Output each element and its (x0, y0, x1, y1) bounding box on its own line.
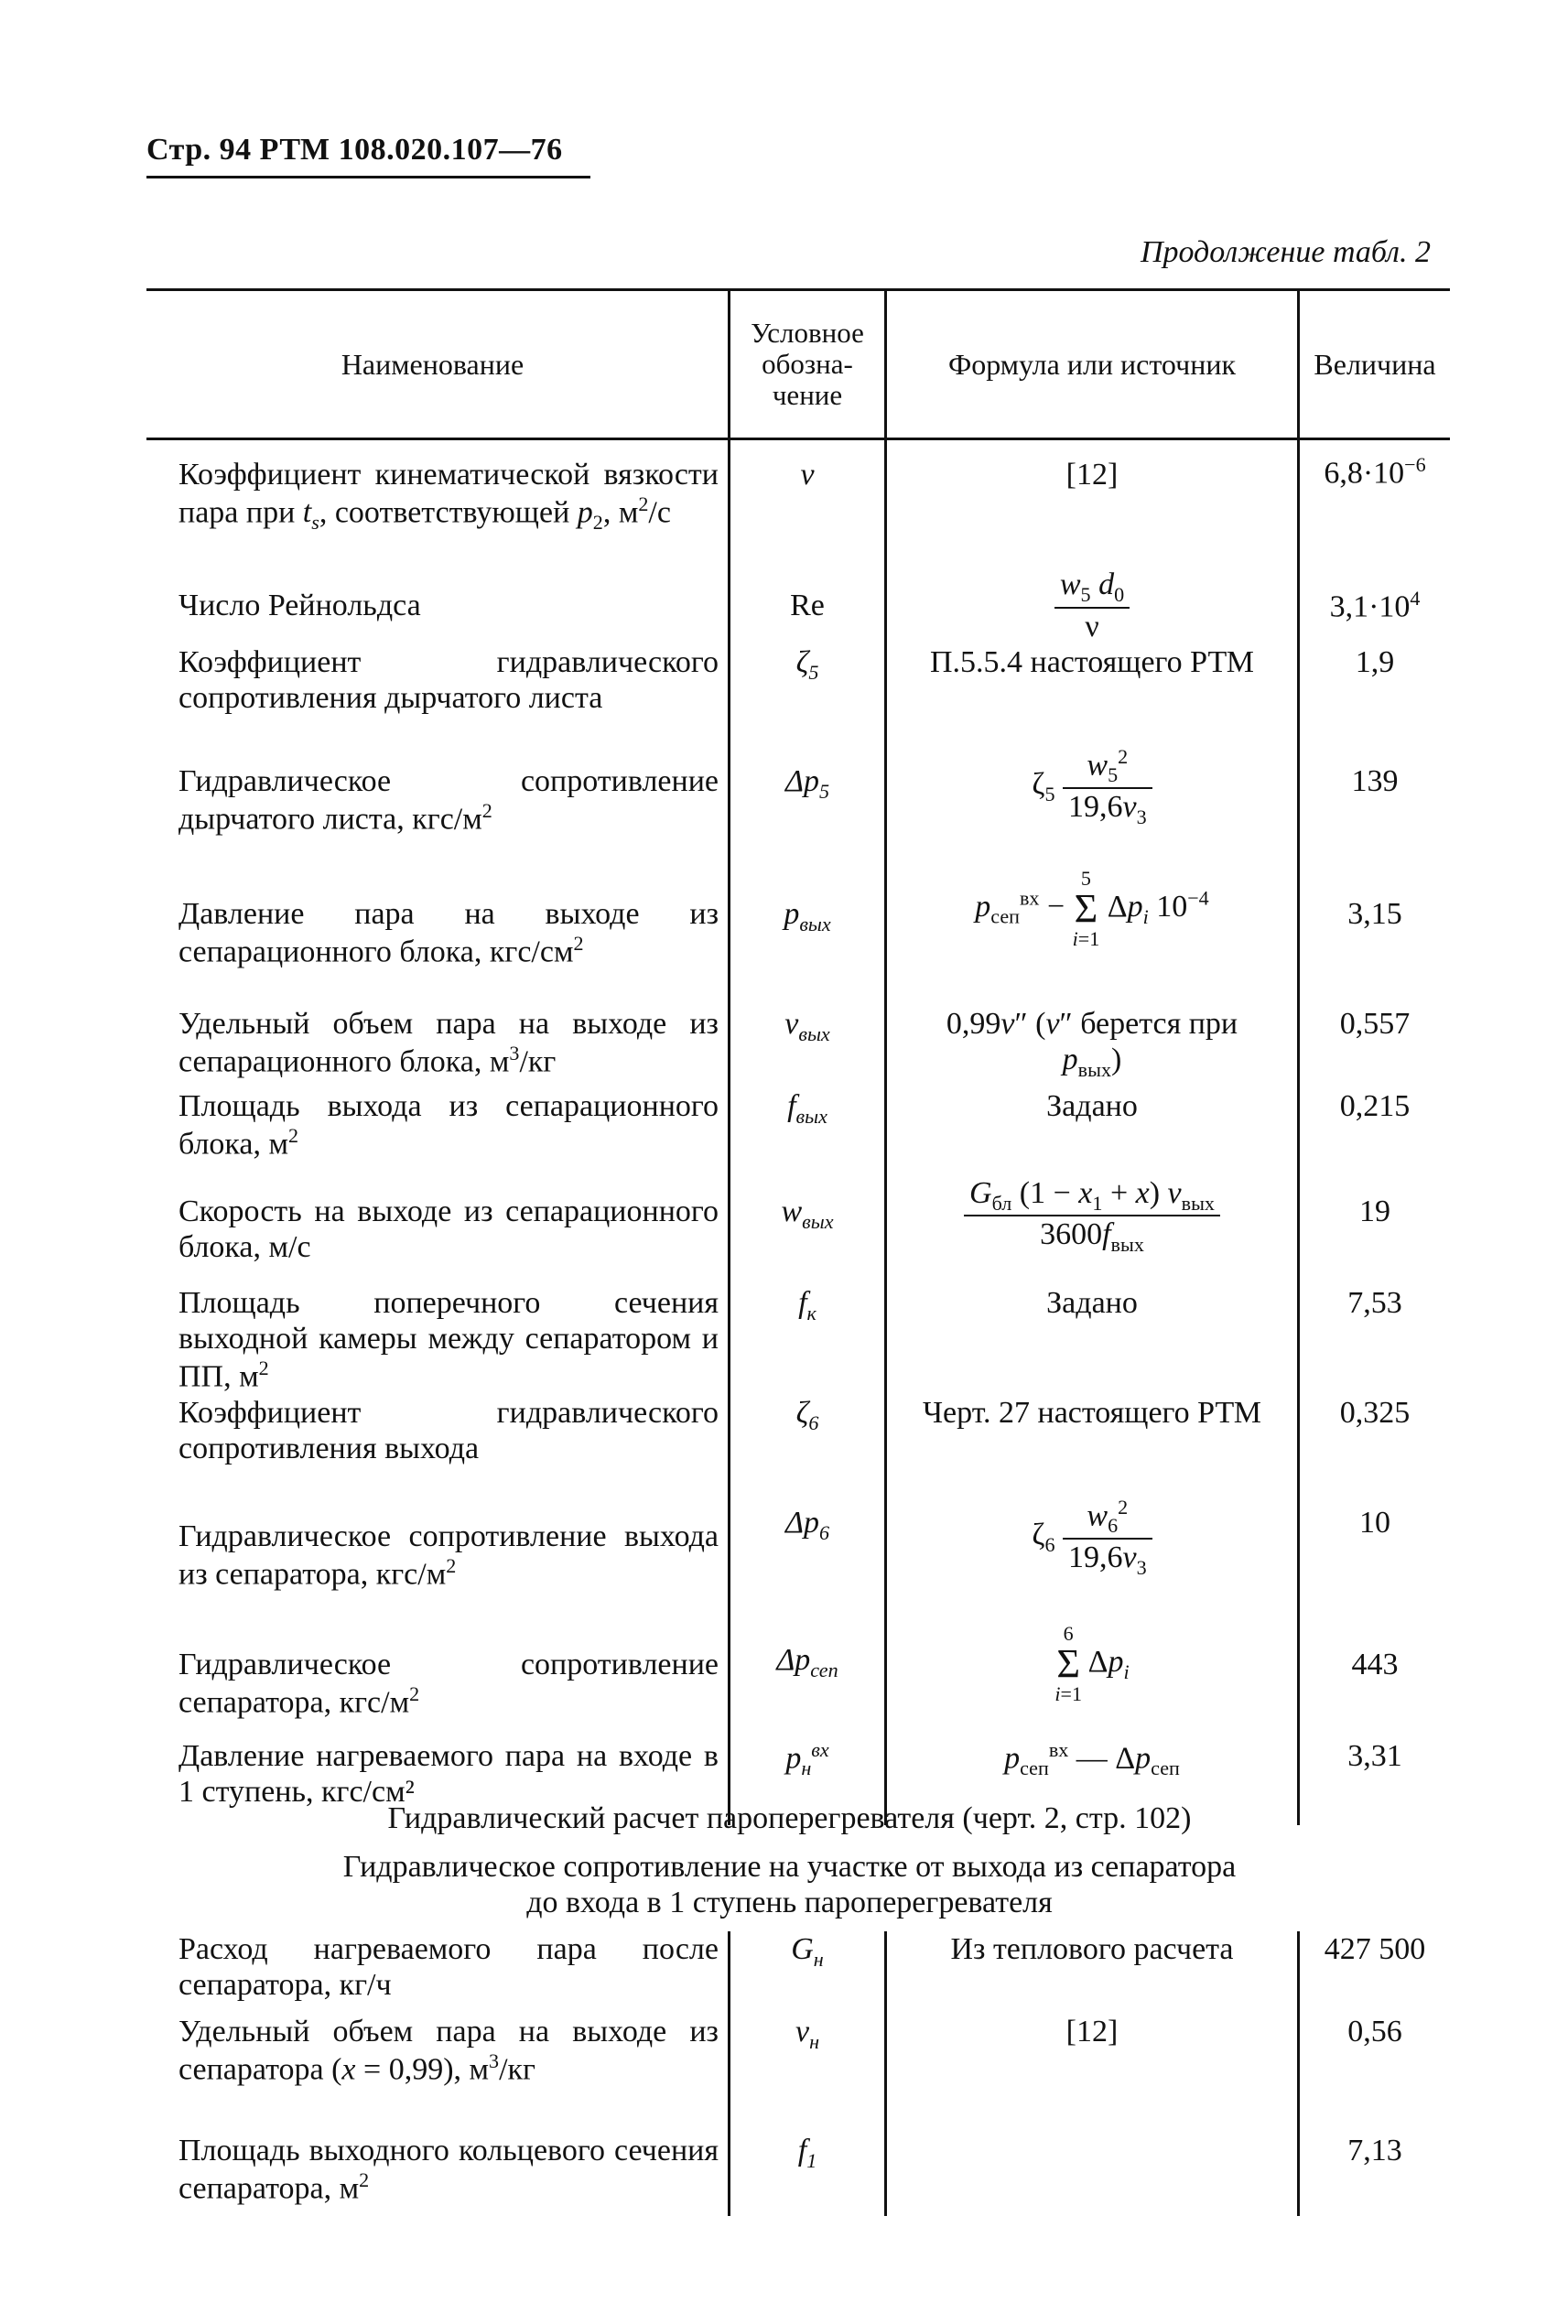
col-header-value: Величина (1299, 290, 1451, 439)
row-value: 3,31 (1299, 1738, 1451, 1825)
row-symbol: $\Delta p_{сеп}$ (730, 1624, 886, 1738)
row-value: 1,9 (1299, 644, 1451, 745)
row-value: 0,557 (1299, 1006, 1451, 1088)
row-formula (886, 2133, 1299, 2216)
row-symbol: $p_н^{вх}$ (730, 1738, 886, 1825)
section-title: Гидравлический расчет пароперегревателя (черт. 2, стр. 102) (387, 1801, 1192, 1835)
row-value: 7,13 (1299, 2133, 1451, 2216)
page-header: Стр. 94 РТМ 108.020.107—76 (146, 133, 563, 167)
row-symbol: $\zeta_6$ (730, 1395, 886, 1496)
row-value: 3,15 (1299, 869, 1451, 1006)
sub-table (146, 1931, 1450, 2216)
row-value: 19 (1299, 1175, 1451, 1285)
row-formula: 6 Σ i=1 $\Delta p_i$ (886, 1624, 1299, 1738)
row-formula: Задано (886, 1285, 1299, 1395)
table-row (146, 644, 1450, 745)
section-subtitle-line1: Гидравлическое сопротивление на участке от выхода из сепаратора (342, 1850, 1237, 1884)
table-row (146, 1395, 1450, 1496)
row-value: $6,8\cdot 10^{-6}$ (1299, 439, 1451, 567)
row-name: Скорость на выходе из сепарационного блока, м/с (178, 1194, 719, 1265)
row-name: Удельный объем пара на выходе из сепаратора (x = 0,99), $м^3/кг$ (178, 2015, 719, 2087)
header-underline (146, 176, 590, 178)
row-formula: Из теплового расчета (886, 1931, 1299, 2014)
row-formula: [12] (886, 2014, 1299, 2133)
row-name: Коэффициент гидравлического сопротивления выхода (178, 1396, 719, 1466)
row-formula: $\frac{w_5 d_0}{\nu}$ (886, 567, 1299, 644)
table-row (146, 1285, 1450, 1395)
row-symbol: $G_н$ (730, 1931, 886, 2014)
row-formula: П.5.5.4 настоящего РТМ (886, 644, 1299, 745)
row-name: Площадь выхода из сепарационного блока, $м^2$ (178, 1089, 719, 1162)
row-formula: $\zeta_5$ $\frac{w_5^2}{19,6v_3}$ (886, 745, 1299, 869)
table-row (146, 2014, 1450, 2133)
row-symbol: $v_н$ (730, 2014, 886, 2133)
main-table (146, 288, 1450, 1825)
table-row (146, 1088, 1450, 1175)
row-formula: $p_{сеп}^{вх}$ — $\Delta p_{сеп}$ (886, 1738, 1299, 1825)
table-row (146, 869, 1450, 1006)
row-formula: $\zeta_6$ $\frac{w_6^2}{19,6v_3}$ (886, 1496, 1299, 1624)
col-header-symbol: Условное обозна- чение (730, 290, 886, 439)
row-value: 139 (1299, 745, 1451, 869)
section-subtitle (146, 1849, 1433, 1920)
table-row (146, 1496, 1450, 1624)
row-value: 427 500 (1299, 1931, 1451, 2014)
row-name: Площадь выходного кольцевого сечения сепаратора, $м^2$ (178, 2134, 719, 2206)
row-name: Число Рейнольдса (178, 588, 421, 622)
table-header-row (146, 290, 1450, 439)
row-name: Коэффициент кинематической вязкости пара при $t_s$, соответствующей $p_2$, $м^2/с$ (178, 458, 719, 535)
table-row (146, 1175, 1450, 1285)
table-row (146, 745, 1450, 869)
row-symbol: $\zeta_5$ (730, 644, 886, 745)
row-formula: Задано (886, 1088, 1299, 1175)
row-name: Удельный объем пара на выходе из сепарационного блока, $м^3/кг$ (178, 1007, 719, 1079)
row-name: Давление нагреваемого пара на входе в 1 ступень, кгс/см² (178, 1739, 719, 1810)
row-name: Давление пара на выходе из сепарационного блока, кгс/$см^2$ (178, 897, 719, 969)
row-symbol: $\Delta p_6$ (730, 1496, 886, 1624)
col-header-formula: Формула или источник (886, 290, 1299, 439)
row-value: 443 (1299, 1624, 1451, 1738)
row-formula: $p_{сеп}^{вх}$ − 5 Σ i=1 $\Delta p_i$ $10^{-4}$ (886, 869, 1299, 1006)
row-formula: 0,99v″ (v″ берется при $p_{вых}$) (886, 1006, 1299, 1088)
row-value: 0,325 (1299, 1395, 1451, 1496)
row-name: Гидравлическое сопротивление дырчатого листа, кгс/$м^2$ (178, 764, 719, 837)
row-symbol: $\Delta p_5$ (730, 745, 886, 869)
table-row (146, 1006, 1450, 1088)
table-row (146, 439, 1450, 567)
row-symbol: $v_{вых}$ (730, 1006, 886, 1088)
row-symbol: $f_{вых}$ (730, 1088, 886, 1175)
row-name: Коэффициент гидравлического сопротивления дырчатого листа (178, 645, 719, 716)
row-name: Гидравлическое сопротивление выхода из сепаратора, кгс/$м^2$ (178, 1519, 719, 1592)
continuation-label: Продолжение табл. 2 (1140, 235, 1431, 269)
row-value: $3,1\cdot 10^4$ (1299, 567, 1451, 644)
row-symbol: $p_{вых}$ (730, 869, 886, 1006)
col-header-name: Наименование (146, 290, 730, 439)
row-symbol: $f_к$ (730, 1285, 886, 1395)
row-name: Гидравлическое сопротивление сепаратора, кгс/$м^2$ (178, 1648, 719, 1720)
row-name: Площадь поперечного сечения выходной камеры между сепаратором и ПП, $м^2$ (178, 1286, 719, 1394)
row-formula: $\frac{G_{бл} (1 - x_1 + x) v_{вых}}{3600f_{вых}}$ (886, 1175, 1299, 1285)
row-value: 0,215 (1299, 1088, 1451, 1175)
row-name: Расход нагреваемого пара после сепаратора, кг/ч (178, 1932, 719, 2003)
row-formula: [12] (886, 439, 1299, 567)
row-value: 10 (1299, 1496, 1451, 1624)
row-symbol: ν (730, 439, 886, 567)
table-row (146, 2133, 1450, 2216)
table-row (146, 1931, 1450, 2014)
table-row (146, 567, 1450, 644)
row-value: 0,56 (1299, 2014, 1451, 2133)
row-symbol: $f_1$ (730, 2133, 886, 2216)
section-subtitle-line2: до входа в 1 ступень пароперегревателя (526, 1886, 1053, 1920)
table-row (146, 1624, 1450, 1738)
row-symbol: Re (730, 567, 886, 644)
row-value: 7,53 (1299, 1285, 1451, 1395)
row-formula: Черт. 27 настоящего РТМ (886, 1395, 1299, 1496)
row-symbol: $w_{вых}$ (730, 1175, 886, 1285)
